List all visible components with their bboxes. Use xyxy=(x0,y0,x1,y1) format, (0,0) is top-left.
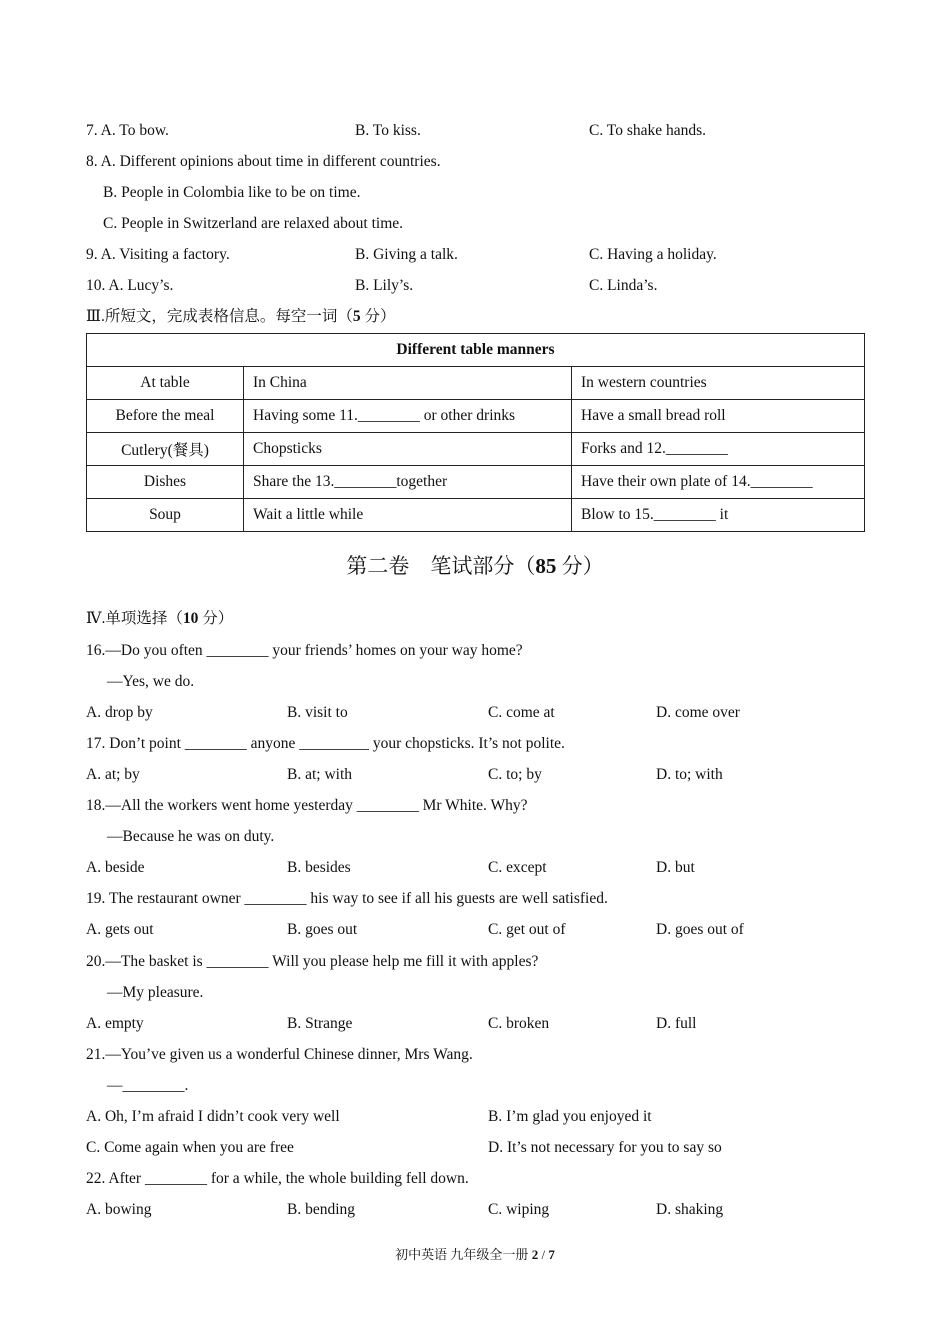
table-cell: Forks and 12.________ xyxy=(572,433,865,466)
page-total: 7 xyxy=(548,1247,555,1262)
table-cell: Have a small bread roll xyxy=(572,400,865,433)
q7-option-c: C. To shake hands. xyxy=(589,122,707,139)
q20-option-c: C. broken xyxy=(488,1015,550,1032)
q22-stem: 22. After ________ for a while, the whole building fell down. xyxy=(86,1170,469,1187)
q20-reply: —My pleasure. xyxy=(107,984,204,1001)
q21-option-a: A. Oh, I’m afraid I didn’t cook very well xyxy=(86,1108,340,1125)
part-2-score: 85 xyxy=(535,554,557,578)
q18-option-c: C. except xyxy=(488,859,547,876)
part-2-title-suffix: 分） xyxy=(556,554,604,578)
q17-option-d: D. to; with xyxy=(656,766,723,783)
q17-option-b: B. at; with xyxy=(287,766,353,783)
section-4-heading-suffix: 分） xyxy=(198,610,234,627)
q21-reply: —________. xyxy=(107,1077,189,1094)
page-footer xyxy=(0,1246,950,1264)
q20-option-b: B. Strange xyxy=(287,1015,353,1032)
q18-stem: 18.—All the workers went home yesterday ________ Mr White. Why? xyxy=(86,797,528,814)
q16-option-a: A. drop by xyxy=(86,704,153,721)
table-cell: Before the meal xyxy=(87,400,244,433)
page-number: 2 xyxy=(531,1247,539,1262)
q9-option-a: 9. A. Visiting a factory. xyxy=(86,246,230,263)
table-cell: Chopsticks xyxy=(244,433,572,466)
q8-option-b: B. People in Colombia like to be on time. xyxy=(103,184,361,201)
q16-option-d: D. come over xyxy=(656,704,740,721)
section-4-heading xyxy=(86,609,233,629)
q20-option-d: D. full xyxy=(656,1015,697,1032)
q19-option-a: A. gets out xyxy=(86,921,154,938)
table-cell: Blow to 15.________ it xyxy=(572,499,865,532)
q22-option-b: B. bending xyxy=(287,1201,356,1218)
q18-option-a: A. beside xyxy=(86,859,145,876)
q16-option-b: B. visit to xyxy=(287,704,348,721)
table-row xyxy=(87,400,865,433)
table-cell: Share the 13.________together xyxy=(244,466,572,499)
q22-option-c: C. wiping xyxy=(488,1201,550,1218)
q16-reply: —Yes, we do. xyxy=(107,673,195,690)
table-row xyxy=(87,466,865,499)
q18-option-b: B. besides xyxy=(287,859,351,876)
q10-option-b: B. Lily’s. xyxy=(355,277,414,294)
table-cell: Soup xyxy=(87,499,244,532)
table-title: Different table manners xyxy=(87,334,865,367)
page-separator: / xyxy=(538,1247,549,1262)
q20-option-a: A. empty xyxy=(86,1015,144,1032)
q10-option-c: C. Linda’s. xyxy=(589,277,658,294)
q21-option-d: D. It’s not necessary for you to say so xyxy=(488,1139,722,1156)
q16-option-c: C. come at xyxy=(488,704,555,721)
q21-stem: 21.—You’ve given us a wonderful Chinese dinner, Mrs Wang. xyxy=(86,1046,473,1063)
q19-stem: 19. The restaurant owner ________ his way to see if all his guests are well satisfied. xyxy=(86,890,608,907)
q19-option-b: B. goes out xyxy=(287,921,358,938)
q8-option-a: 8. A. Different opinions about time in different countries. xyxy=(86,153,441,170)
q18-reply: —Because he was on duty. xyxy=(107,828,275,845)
q7-option-b: B. To kiss. xyxy=(355,122,421,139)
section-3-heading-suffix: 分） xyxy=(360,308,396,325)
section-3-score: 5 xyxy=(352,308,361,325)
section-4-heading-text: Ⅳ.单项选择（ xyxy=(86,610,183,627)
table-row xyxy=(87,499,865,532)
q19-option-c: C. get out of xyxy=(488,921,566,938)
table-cell: In western countries xyxy=(572,367,865,400)
table-cell: In China xyxy=(244,367,572,400)
q18-option-d: D. but xyxy=(656,859,695,876)
q22-option-d: D. shaking xyxy=(656,1201,724,1218)
table-cell: Having some 11.________ or other drinks xyxy=(244,400,572,433)
table-cell: Have their own plate of 14.________ xyxy=(572,466,865,499)
q21-option-b: B. I’m glad you enjoyed it xyxy=(488,1108,652,1125)
section-4-score: 10 xyxy=(182,610,199,627)
table-cell: Cutlery(餐具) xyxy=(87,433,244,466)
q7-option-a: 7. A. To bow. xyxy=(86,122,169,139)
q17-option-a: A. at; by xyxy=(86,766,140,783)
footer-label: 初中英语 九年级全一册 xyxy=(395,1247,532,1262)
q22-option-a: A. bowing xyxy=(86,1201,152,1218)
q16-stem: 16.—Do you often ________ your friends’ homes on your way home? xyxy=(86,642,523,659)
section-3-heading-text: Ⅲ.所短文，完成表格信息。每空一词（ xyxy=(86,308,353,325)
q9-option-b: B. Giving a talk. xyxy=(355,246,458,263)
q10-option-a: 10. A. Lucy’s. xyxy=(86,277,174,294)
q17-option-c: C. to; by xyxy=(488,766,542,783)
q17-stem: 17. Don’t point ________ anyone _________ your chopsticks. It’s not polite. xyxy=(86,735,565,752)
q19-option-d: D. goes out of xyxy=(656,921,744,938)
q21-option-c: C. Come again when you are free xyxy=(86,1139,294,1156)
q8-option-c: C. People in Switzerland are relaxed about time. xyxy=(103,215,404,232)
table-title-row xyxy=(87,334,865,367)
section-3-heading xyxy=(86,307,395,327)
table-cell: At table xyxy=(87,367,244,400)
table-row xyxy=(87,433,865,466)
table-manners-table xyxy=(86,333,865,532)
q9-option-c: C. Having a holiday. xyxy=(589,246,717,263)
table-cell: Dishes xyxy=(87,466,244,499)
part-2-title xyxy=(0,553,950,579)
part-2-title-text: 第二卷 笔试部分（ xyxy=(346,554,536,578)
q20-stem: 20.—The basket is ________ Will you please help me fill it with apples? xyxy=(86,953,539,970)
table-row xyxy=(87,367,865,400)
table-cell: Wait a little while xyxy=(244,499,572,532)
